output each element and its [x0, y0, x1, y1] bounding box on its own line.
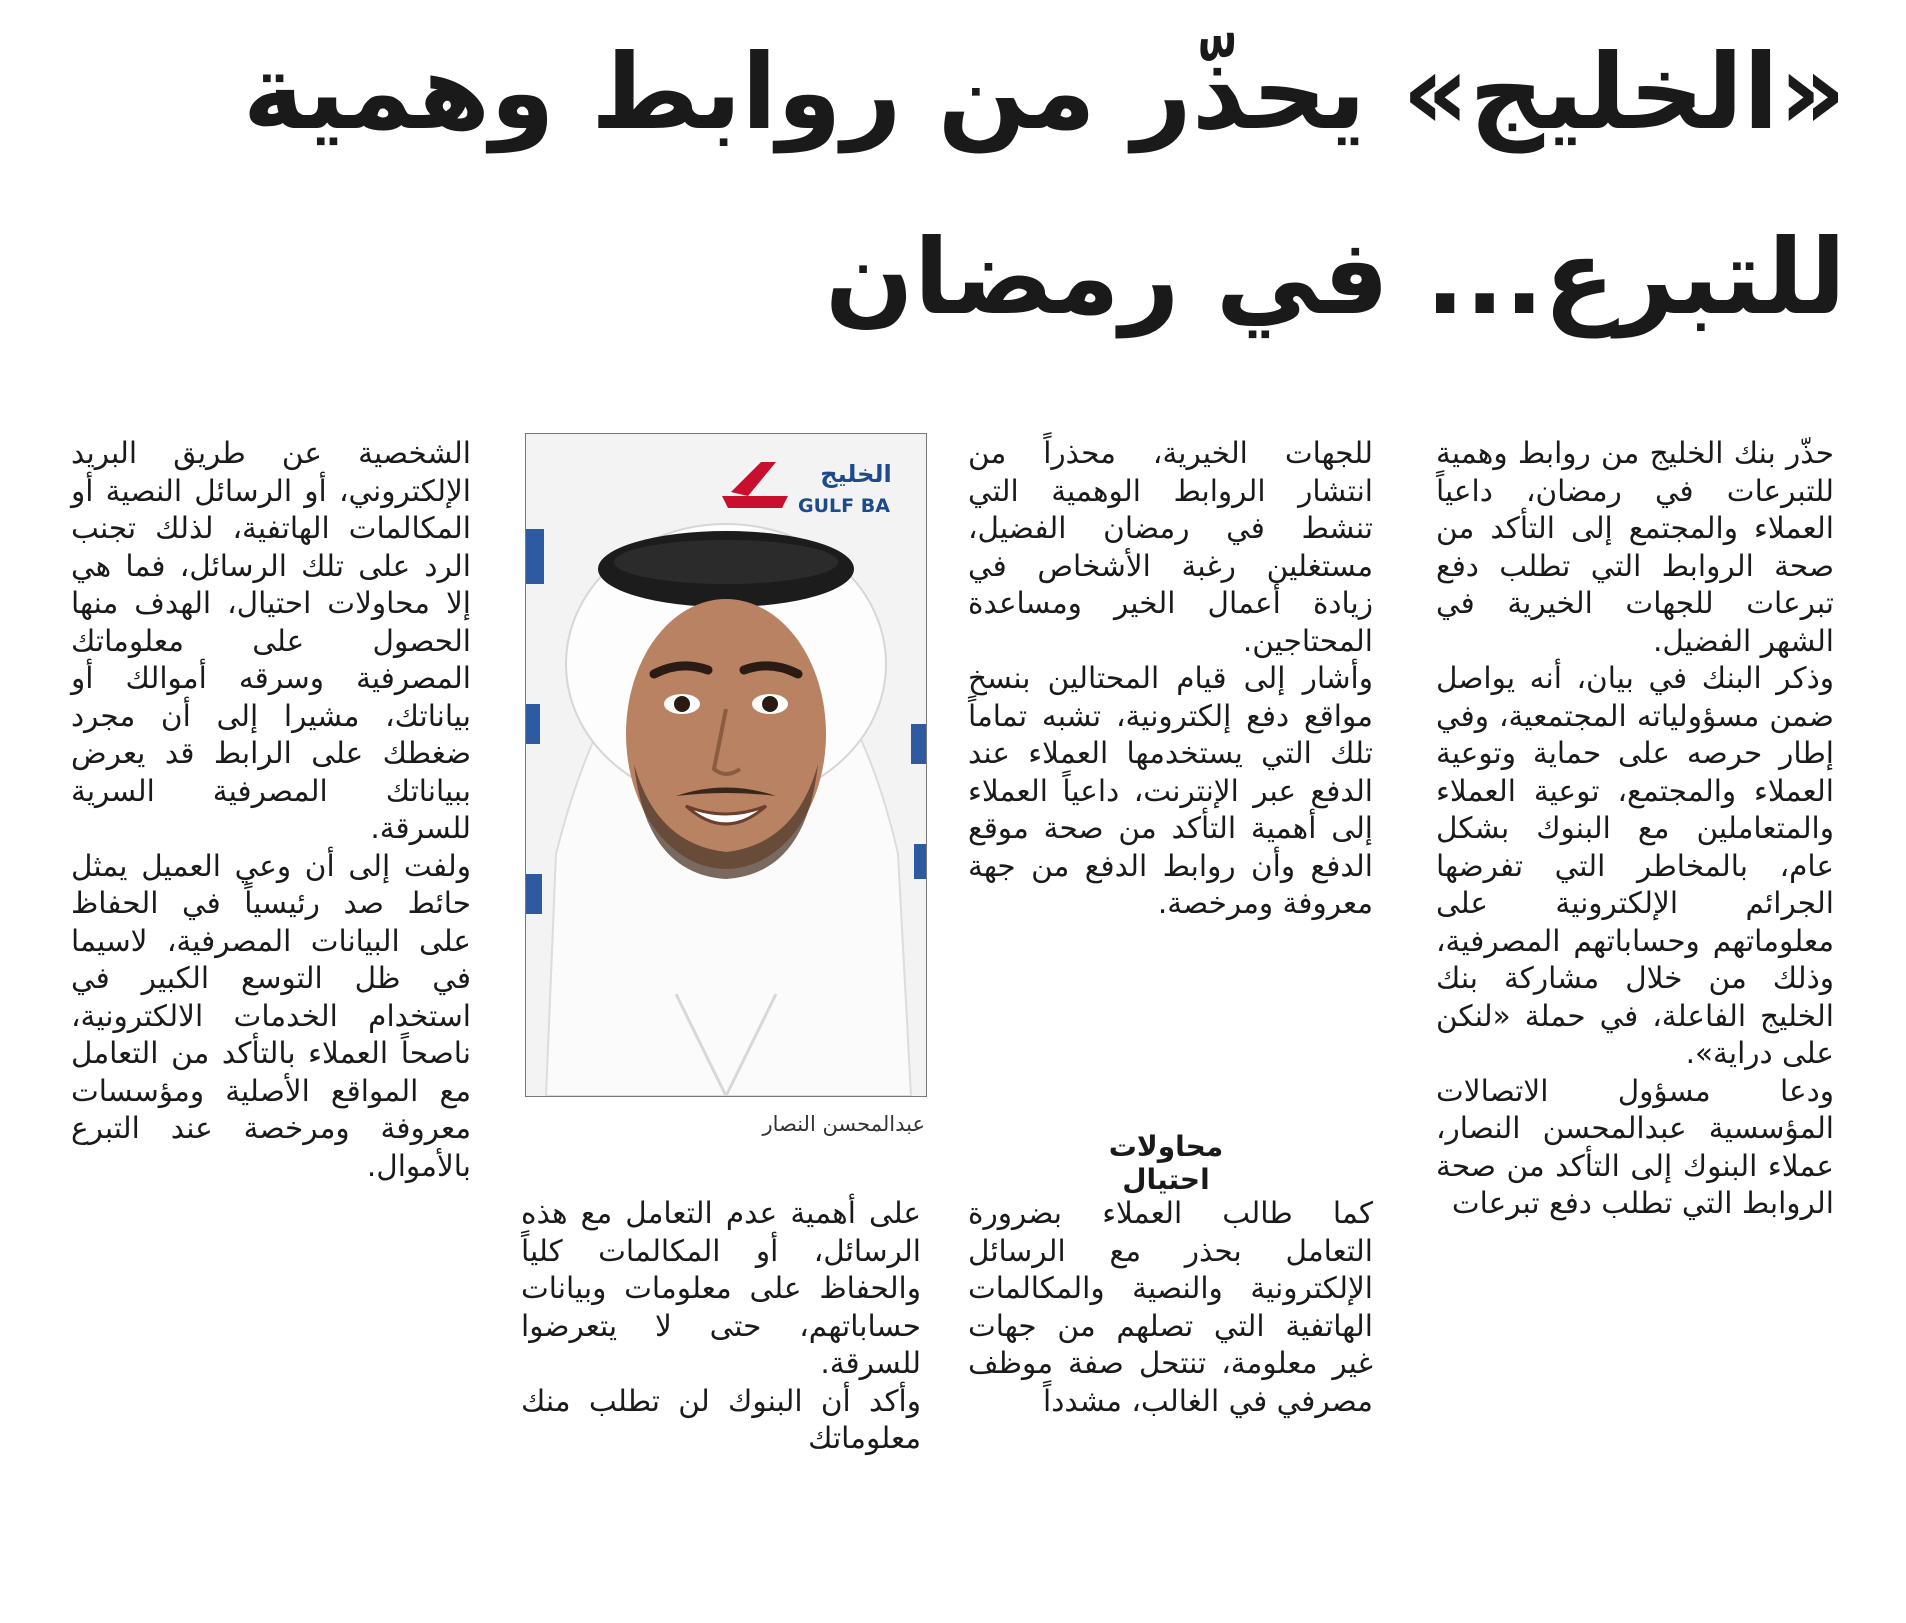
article-paragraph: للجهات الخيرية، محذراً من انتشار الروابط الوهمية التي تنشط في رمضان الفضيل، مستغلين رغبة الأشخاص في زيادة أعمال الخير ومساعدة المحتاجين. — [968, 436, 1373, 658]
logo-text-en: GULF BA — [798, 495, 890, 517]
headline-line-1: «الخليج» يحذّر من روابط وهمية — [242, 31, 1846, 153]
portrait-image — [526, 434, 926, 1096]
article-paragraph: ودعا مسؤول الاتصالات المؤسسية عبدالمحسن النصار، عملاء البنوك إلى التأكد من صحة الروابط التي تطلب دفع تبرعات — [1436, 1073, 1834, 1220]
article-column-1 — [1436, 435, 1834, 1223]
photo-caption: عبدالمحسن النصار — [762, 1112, 925, 1136]
article-paragraph: وأكد أن البنوك لن تطلب منك معلوماتك — [521, 1383, 921, 1455]
article-paragraph: كما طالب العملاء بضرورة التعامل بحذر مع الرسائل الإلكترونية والنصية والمكالمات الهاتفية التي تصلهم من جهات غير معلومة، تنتحل صفة موظف مصرفي في الغالب، مشدداً — [968, 1196, 1373, 1418]
article-column-3-bottom — [521, 1195, 921, 1458]
article-paragraph: على أهمية عدم التعامل مع هذه الرسائل، أو المكالمات كلياً والحفاظ على معلومات وبيانات حساباتهم، حتى لا يتعرضوا للسرقة. — [521, 1196, 921, 1380]
article-paragraph: وذكر البنك في بيان، أنه يواصل ضمن مسؤولياته المجتمعية، وفي إطار حرصه على حماية وتوعية العملاء والمجتمع، توعية العملاء والمتعاملين مع البنوك بشكل عام، بالمخاطر التي تفرضها الجرائم الإلكترونية على معلوماتهم وحساباتهم المصرفية، وذلك من خلال مشاركة بنك الخليج الفاعلة، في حملة «لنكن على دراية». — [1436, 661, 1834, 1070]
article-column-4 — [71, 435, 471, 1185]
portrait-photo — [525, 433, 927, 1097]
headline-line-2: للتبرع... في رمضان — [825, 216, 1846, 338]
article-paragraph: حذّر بنك الخليج من روابط وهمية للتبرعات في رمضان، داعياً العملاء والمجتمع إلى التأكد من صحة الروابط التي تطلب دفع تبرعات للجهات الخيرية في الشهر الفضيل. — [1436, 436, 1834, 658]
article-column-2-bottom — [968, 1195, 1373, 1420]
article-column-2-top — [968, 435, 1373, 923]
logo-text-ar: الخليج — [820, 460, 892, 488]
article-subheading: محاولات احتيال — [1108, 1130, 1224, 1196]
article-paragraph: وأشار إلى قيام المحتالين بنسخ مواقع دفع إلكترونية، تشبه تماماً تلك التي يستخدمها العملاء عند الدفع عبر الإنترنت، داعياً العملاء إلى أهمية التأكد من صحة موقع الدفع وأن روابط الدفع من جهة معروفة ومرخصة. — [968, 661, 1373, 920]
article-paragraph: ولفت إلى أن وعي العميل يمثل حائط صد رئيسياً في الحفاظ على البيانات المصرفية، لاسيما في ظل التوسع الكبير في استخدام الخدمات الالكترونية، ناصحاً العملاء بالتأكد من التعامل مع المواقع الأصلية ومؤسسات معروفة ومرخصة عند التبرع بالأموال. — [71, 848, 471, 1183]
article-paragraph: الشخصية عن طريق البريد الإلكتروني، أو الرسائل النصية أو المكالمات الهاتفية، لذلك تجنب الرد على تلك الرسائل، فما هي إلا محاولات احتيال، الهدف منها الحصول على معلوماتك المصرفية وسرقه أموالك أو بياناتك، مشيرا إلى أن مجرد ضغطك على الرابط قد يعرض ببياناتك المصرفية السرية للسرقة. — [71, 436, 471, 845]
